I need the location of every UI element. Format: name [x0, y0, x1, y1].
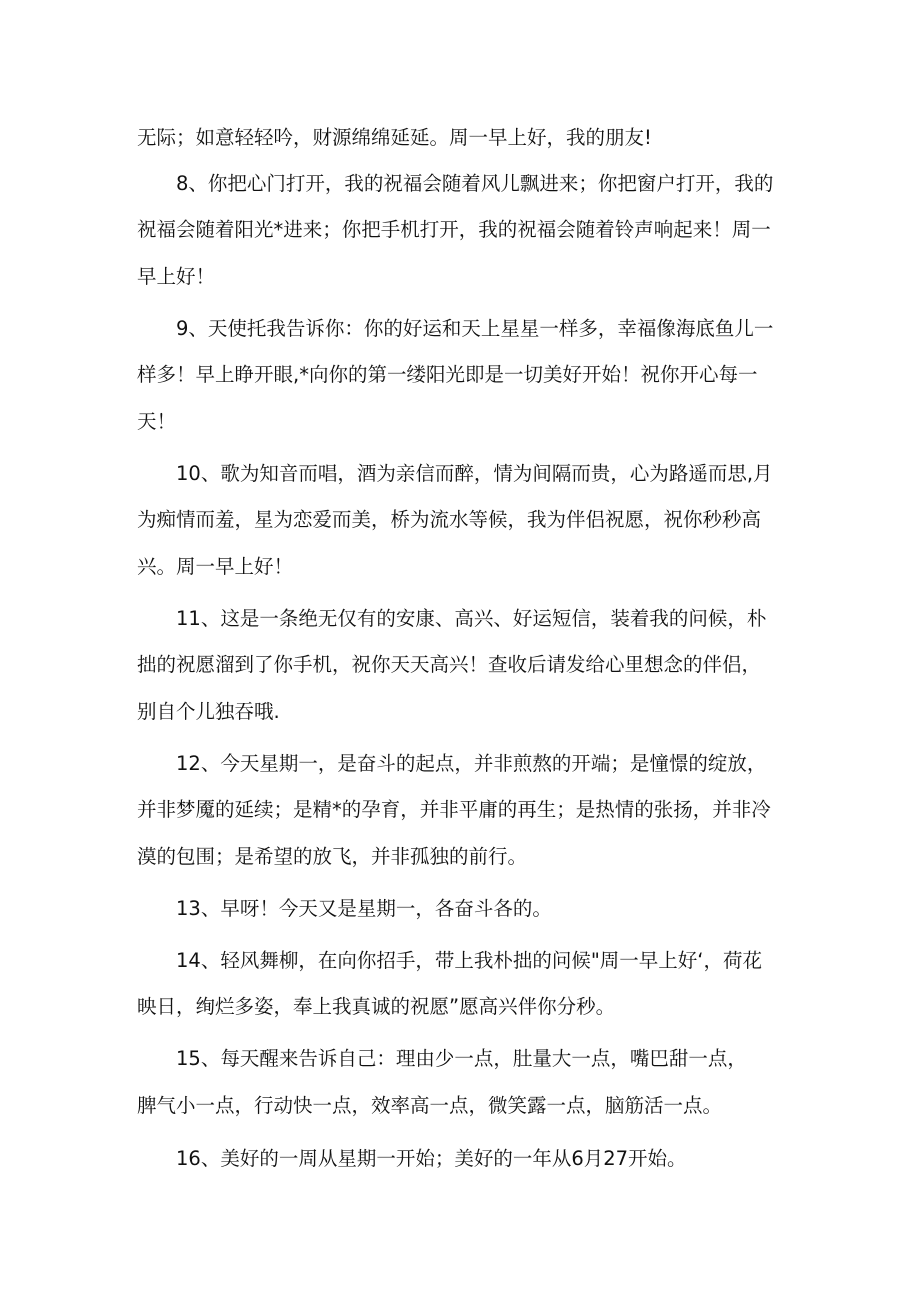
- text-line: 样多！早上睁开眼,*向你的第一缕阳光即是一切美好开始！祝你开心每一: [137, 363, 758, 386]
- text-line: 14、轻风舞柳，在向你招手，带上我朴拙的问候"周一早上好‘，荷花: [176, 949, 762, 972]
- text-line: 9、天使托我告诉你：你的好运和天上星星一样多，幸福像海底鱼儿一: [176, 317, 774, 340]
- text-line: 10、歌为知音而唱，酒为亲信而醉，情为间隔而贵，心为路遥而思,月: [176, 462, 773, 485]
- text-line: 兴。周一早上好！: [137, 555, 294, 578]
- text-line: 13、早呀！今天又是星期一，各奋斗各的。: [176, 897, 552, 920]
- text-line: 无际；如意轻轻吟，财源绵绵延延。周一早上好，我的朋友!: [137, 126, 652, 149]
- text-line: 16、美好的一周从星期一开始；美好的一年从6月27开始。: [176, 1147, 687, 1170]
- text-line: 8、你把心门打开，我的祝福会随着风儿飘进来；你把窗户打开，我的: [176, 172, 774, 195]
- text-line: 早上好！: [137, 265, 216, 288]
- text-line: 15、每天醒来告诉自己：理由少一点，肚量大一点，嘴巴甜一点，: [176, 1047, 747, 1070]
- text-line: 祝福会随着阳光*进来；你把手机打开，我的祝福会随着铃声响起来！周一: [137, 218, 771, 241]
- text-line: 漠的包围；是希望的放飞，并非孤独的前行。: [137, 845, 528, 868]
- text-line: 并非梦魇的延续；是精*的孕育，并非平庸的再生；是热情的张扬，并非冷: [137, 798, 771, 821]
- text-line: 拙的祝愿溜到了你手机，祝你天天高兴！查收后请发给心里想念的伴侣，: [137, 653, 762, 676]
- text-line: 12、今天星期一，是奋斗的起点，并非煎熬的开端；是憧憬的绽放，: [176, 752, 767, 775]
- text-line: 11、这是一条绝无仅有的安康、高兴、好运短信，装着我的问候，朴: [176, 607, 767, 630]
- text-line: 别自个儿独吞哦.: [137, 700, 280, 723]
- text-line: 脾气小一点，行动快一点，效率高一点，微笑露一点，脑筋活一点。: [137, 1094, 723, 1117]
- text-line: 映日，绚烂多姿，奉上我真诚的祝愿”愿高兴伴你分秒。: [137, 995, 616, 1018]
- text-line: 天！: [137, 410, 177, 433]
- text-line: 为痴情而羞，星为恋爱而美，桥为流水等候，我为伴侣祝愿，祝你秒秒高: [137, 508, 762, 531]
